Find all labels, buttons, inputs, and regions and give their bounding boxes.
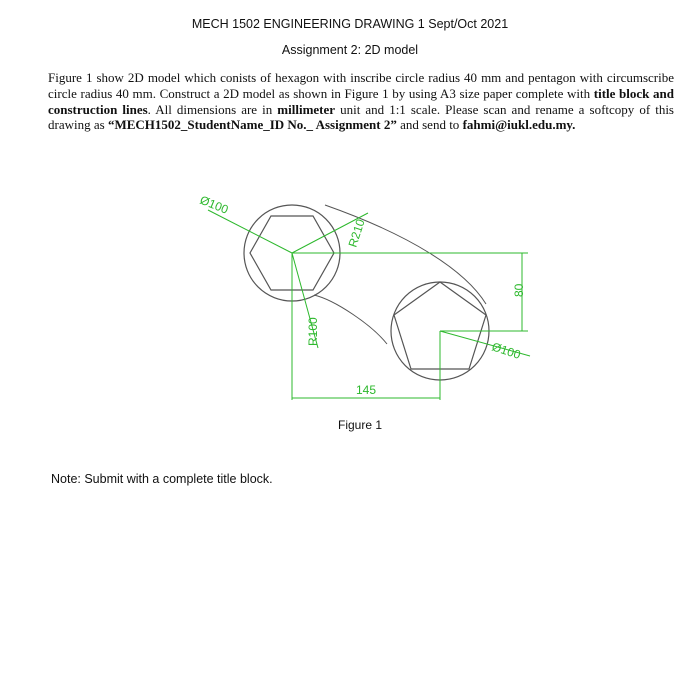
assignment-subtitle: Assignment 2: 2D model: [281, 43, 419, 57]
instructions-text-3: unit and 1:1 scale. Please scan and rename a softcopy of this drawing as: [48, 101, 674, 133]
dim-r100-label: R100: [306, 317, 320, 346]
instructions-text-1: Figure 1 show 2D model which conists of hexagon with inscribe circle radius 40 mm and pentagon with circumscribe circle radius 40 mm. Construct a 2D model as shown in Figure 1 by using A3 size paper complete with: [48, 70, 674, 101]
instructions-bold-millimeter: millimeter: [277, 101, 336, 117]
dim-r210-label: R210: [345, 217, 368, 249]
instructions-email-link[interactable]: fahmi@iukl.edu.my.: [462, 117, 576, 133]
figure-caption: Figure 1: [338, 418, 383, 432]
instructions-bold-filename: “MECH1502_StudentName_ID No._ Assignment 2”: [107, 117, 397, 133]
instructions-text-2: . All dimensions are in: [147, 101, 278, 117]
submission-note: Note: Submit with a complete title block.: [51, 472, 273, 486]
document-title: MECH 1502 ENGINEERING DRAWING 1 Sept/Oct 2021: [191, 17, 509, 31]
instructions-text-4: and send to: [396, 117, 463, 133]
dim-pentagon-diameter-label: Ø100: [490, 339, 523, 362]
dim-145-label: 145: [356, 383, 377, 397]
dim-80-label: 80: [512, 283, 526, 297]
big-arc-r210: [325, 205, 486, 304]
instructions-bold-title-block: title block and construction lines: [48, 85, 674, 117]
dim-hex-diameter-label: Ø100: [197, 192, 231, 217]
small-arc-r100: [314, 295, 387, 344]
